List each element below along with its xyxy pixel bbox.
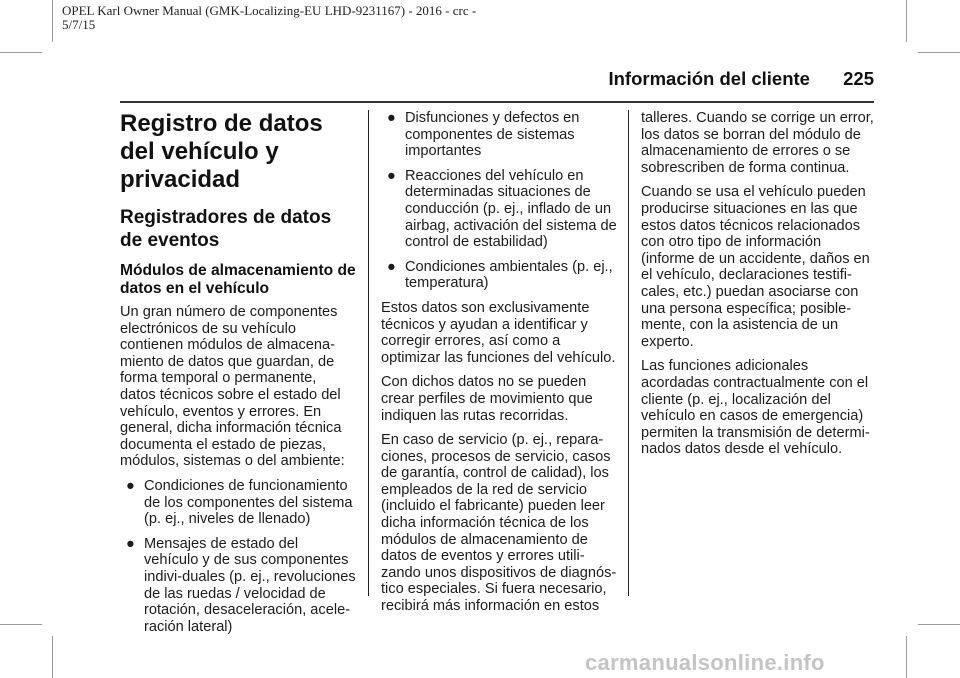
column-divider-2 <box>628 110 629 596</box>
paragraph: En caso de servicio (p. ej., repara-ciones, procesos de servicio, casos de garantía, control de calidad), los empleados de la red de servicio (incluido el fabricante) pueden leer dicha información técnica de los módulos de almacenamiento de datos de eventos y errores utili-zando unos dispositivos de diagnós-tico especiales. Si fuera necesario, recibirá más información en estos <box>381 432 617 615</box>
bullet-text: Disfunciones y defectos en componentes de sistemas importantes <box>405 110 580 160</box>
bullet-text: Mensajes de estado del vehículo y de sus componentes indivi-duales (p. ej., revoluciones de las ruedas / velocidad de rotación, desaceleración, acele-ración lateral) <box>144 535 356 635</box>
bullet-item <box>381 168 617 251</box>
print-metadata-line2: 5/7/15 <box>62 17 96 32</box>
crop-mark-bottom-left-v <box>52 636 53 678</box>
paragraph: Con dichos datos no se pueden crear perfiles de movimiento que indiquen las rutas recorridas. <box>381 374 593 424</box>
column-3 <box>641 110 877 466</box>
section-title: Información del cliente <box>608 68 810 89</box>
paragraph: talleres. Cuando se corrige un error, los datos se borran del módulo de almacenamiento de errores o se sobrescriben de forma continua. <box>641 110 874 176</box>
crop-mark-top-left-v <box>52 0 53 42</box>
crop-mark-bottom-right-v <box>906 636 907 678</box>
bullet-item <box>381 259 617 292</box>
crop-mark-bottom-left-h <box>0 624 42 625</box>
crop-mark-top-right-h <box>918 52 960 53</box>
bullet-icon: ● <box>387 110 396 126</box>
bullet-item <box>120 478 356 528</box>
crop-mark-top-right-v <box>906 0 907 42</box>
sub-sub-heading: Módulos de almacenamiento de datos en el vehículo <box>120 262 356 297</box>
bullet-text: Condiciones ambientales (p. ej., temperatura) <box>405 258 613 292</box>
paragraph: Cuando se usa el vehículo pueden producirse situaciones en las que estos datos técnicos relacionados con otro tipo de información (informe de un accidente, daños en el vehículo, declaraciones testifi-cales, etc.) puedan asociarse con una persona específica; posible-mente, con la asistencia de un experto. <box>641 184 870 350</box>
column-1 <box>120 108 356 643</box>
sub-heading: Registradores de datos de eventos <box>120 207 332 251</box>
bullet-icon: ● <box>126 477 135 494</box>
paragraph: Las funciones adicionales acordadas contractualmente con el cliente (p. ej., localización del vehículo en casos de emergencia) permiten la transmisión de determi-nados datos desde el vehículo. <box>641 358 870 458</box>
column-2 <box>381 110 617 623</box>
bullet-icon: ● <box>387 258 396 275</box>
bullet-item <box>120 536 356 636</box>
bullet-icon: ● <box>387 167 396 184</box>
column-divider-1 <box>368 110 369 596</box>
crop-mark-top-left-h <box>0 52 42 53</box>
crop-mark-bottom-right-h <box>918 624 960 625</box>
page-number: 225 <box>843 68 874 89</box>
bullet-text: Condiciones de funcionamiento de los componentes del sistema (p. ej., niveles de llenado) <box>144 477 353 528</box>
print-metadata-line1: OPEL Karl Owner Manual (GMK-Localizing-EU LHD-9231167) - 2016 - crc - <box>62 3 477 18</box>
print-metadata <box>62 4 582 32</box>
paragraph: Estos datos son exclusivamente técnicos y ayudan a identificar y corregir errores, así como a optimizar las funciones del vehículo. <box>381 299 616 366</box>
bullet-icon: ● <box>126 535 135 552</box>
main-heading: Registro de datos del vehículo y privacidad <box>120 110 323 193</box>
watermark: carmanualsonline.info <box>585 650 825 675</box>
bullet-item <box>381 110 617 160</box>
bullet-text: Reacciones del vehículo en determinadas situaciones de conducción (p. ej., inflado de un airbag, activación del sistema de control de estabilidad) <box>405 167 617 251</box>
header-rule <box>120 101 874 103</box>
running-header <box>608 68 874 90</box>
intro-paragraph: Un gran número de componentes electrónicos de su vehículo contienen módulos de almacena-miento de datos que guardan, de forma temporal o permanente, datos técnicos sobre el estado del vehículo, eventos y errores. En general, dicha información técnica documenta el estado de piezas, módulos, sistemas o del ambiente: <box>120 304 345 470</box>
